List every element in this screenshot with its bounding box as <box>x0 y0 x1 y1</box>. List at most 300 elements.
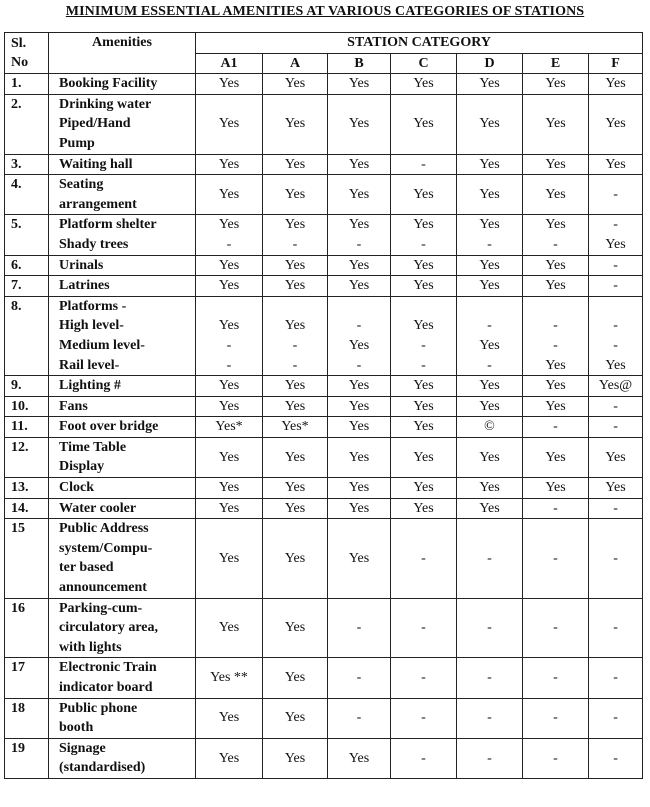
category-value-cell <box>457 519 523 598</box>
category-value-cell <box>523 276 589 297</box>
category-value <box>198 297 260 317</box>
category-value-cell <box>263 738 328 778</box>
category-value: - <box>421 670 426 686</box>
category-value-cell <box>589 215 643 255</box>
category-value: Yes <box>605 156 626 172</box>
category-value: Yes <box>479 156 500 172</box>
category-value-cell <box>391 519 457 598</box>
category-value: - <box>613 398 618 414</box>
category-value: - <box>487 236 492 252</box>
category-value: Yes <box>218 550 240 566</box>
category-value-cell <box>328 478 391 499</box>
amenity-name-line: Public phone <box>59 700 138 716</box>
category-value-cell <box>263 698 328 738</box>
category-value: Yes <box>545 186 566 202</box>
amenity-name-line: Parking-cum- <box>59 600 143 616</box>
category-value: Yes ** <box>210 670 248 686</box>
table-row <box>5 74 643 95</box>
category-value-cell <box>457 175 523 215</box>
category-value: Yes <box>413 419 434 435</box>
category-value-cell <box>391 215 457 255</box>
category-value-cell <box>196 519 263 598</box>
table-row <box>5 698 643 738</box>
category-value: Yes <box>284 318 306 334</box>
amenities-header: Amenities <box>49 33 196 74</box>
category-value-cell <box>196 94 263 154</box>
category-value: Yes <box>218 710 240 726</box>
category-value: Yes <box>284 620 306 636</box>
category-value: - <box>613 550 618 566</box>
category-value-cell <box>589 396 643 417</box>
row-number: 12. <box>5 437 49 477</box>
amenity-name-line: Signage <box>59 740 106 756</box>
category-value-cell <box>196 598 263 658</box>
category-value: Yes <box>218 500 240 516</box>
category-value-cell <box>391 296 457 375</box>
amenity-name-line: ter based <box>59 560 114 576</box>
category-value: Yes <box>545 378 566 394</box>
amenity-name-line: Display <box>59 459 105 475</box>
category-value <box>330 297 388 317</box>
amenity-name-line: Water cooler <box>59 500 137 516</box>
amenity-name-line: arrangement <box>59 196 137 212</box>
category-value: Yes* <box>215 419 243 435</box>
table-row <box>5 215 643 255</box>
category-value-cell <box>196 417 263 438</box>
category-value: Yes <box>545 257 566 273</box>
category-value: Yes <box>413 480 434 496</box>
category-value: Yes <box>479 449 500 465</box>
category-value: - <box>487 750 492 766</box>
amenity-name <box>49 255 196 276</box>
amenity-name-line: with lights <box>59 639 122 655</box>
category-value: - <box>487 550 492 566</box>
category-value: Yes <box>545 449 566 465</box>
category-value-cell <box>391 154 457 175</box>
category-value: - <box>553 236 558 252</box>
amenity-name <box>49 658 196 698</box>
amenity-name-line: Lighting # <box>59 378 121 394</box>
amenity-name-line: Shady trees <box>59 236 129 252</box>
row-number: 11. <box>5 417 49 438</box>
category-value-cell <box>196 276 263 297</box>
category-value: - <box>421 550 426 566</box>
category-value: Yes <box>545 76 566 92</box>
category-value: Yes <box>413 449 434 465</box>
category-value: Yes <box>413 500 434 516</box>
category-value: - <box>421 156 426 172</box>
category-value-cell <box>391 738 457 778</box>
amenity-name-line: Piped/Hand <box>59 116 131 132</box>
category-value-cell <box>391 396 457 417</box>
category-value-cell <box>196 738 263 778</box>
category-value-cell <box>589 498 643 519</box>
sl-no-header <box>5 33 49 74</box>
amenity-name-line: Foot over bridge <box>59 419 159 435</box>
category-value-cell <box>523 74 589 95</box>
category-value-cell <box>589 255 643 276</box>
category-value <box>525 297 586 317</box>
category-value-cell <box>263 276 328 297</box>
category-value: Yes <box>284 378 306 394</box>
category-value-cell <box>263 519 328 598</box>
category-value: - <box>487 670 492 686</box>
amenity-name-line: Waiting hall <box>59 156 133 172</box>
category-value: - <box>553 710 558 726</box>
category-value: Yes <box>605 76 626 92</box>
category-value: - <box>356 670 362 686</box>
category-value-cell <box>196 437 263 477</box>
category-value-cell <box>391 417 457 438</box>
category-value-cell <box>196 376 263 397</box>
header-row-1 <box>5 33 643 54</box>
category-value: Yes <box>348 419 370 435</box>
category-value-cell <box>589 276 643 297</box>
category-value: Yes <box>284 186 306 202</box>
row-number: 6. <box>5 255 49 276</box>
category-value-cell <box>263 255 328 276</box>
category-value-cell <box>263 396 328 417</box>
category-value: Yes <box>545 480 566 496</box>
category-value: - <box>613 419 618 435</box>
category-value: Yes <box>545 278 566 294</box>
category-value-cell <box>328 396 391 417</box>
category-value: Yes <box>348 116 370 132</box>
category-value: Yes <box>218 116 240 132</box>
category-value: - <box>356 236 362 252</box>
category-value-cell <box>457 396 523 417</box>
category-value: Yes <box>218 620 240 636</box>
amenity-name-line: Drinking water <box>59 96 152 112</box>
amenity-name-line: announcement <box>59 580 147 596</box>
category-value-cell <box>589 519 643 598</box>
category-value-cell <box>196 215 263 255</box>
amenity-name <box>49 74 196 95</box>
category-value-cell <box>589 738 643 778</box>
category-value: - <box>356 710 362 726</box>
category-value: - <box>356 318 362 334</box>
category-value: Yes <box>605 480 626 496</box>
category-value-cell <box>523 175 589 215</box>
category-value: - <box>553 750 558 766</box>
amenity-name-line: Electronic Train <box>59 660 157 676</box>
amenity-name-line: High level- <box>59 318 124 334</box>
category-value: - <box>553 500 558 516</box>
row-number: 3. <box>5 154 49 175</box>
category-value-cell <box>589 376 643 397</box>
category-value-cell <box>196 175 263 215</box>
category-value: Yes <box>479 217 500 233</box>
category-value-cell <box>263 175 328 215</box>
amenity-name-line: circulatory area, <box>59 620 159 636</box>
category-value: Yes <box>284 670 306 686</box>
station-category-header: STATION CATEGORY <box>196 33 643 54</box>
category-value-cell <box>589 698 643 738</box>
category-value-cell <box>523 376 589 397</box>
category-value: - <box>292 236 298 252</box>
category-value <box>393 297 454 317</box>
category-value-cell <box>263 376 328 397</box>
category-value-cell <box>457 598 523 658</box>
category-value-cell <box>589 296 643 375</box>
category-value-cell <box>328 94 391 154</box>
table-row <box>5 296 643 375</box>
category-header: F <box>589 53 643 74</box>
category-value-cell <box>263 154 328 175</box>
category-value-cell <box>263 417 328 438</box>
amenity-name-line: booth <box>59 720 94 736</box>
category-value: Yes <box>218 449 240 465</box>
category-value: Yes <box>218 480 240 496</box>
table-body <box>5 74 643 779</box>
category-value-cell <box>391 598 457 658</box>
category-value: - <box>553 670 558 686</box>
category-value: - <box>421 750 426 766</box>
amenity-name-line: indicator board <box>59 680 153 695</box>
table-row <box>5 498 643 519</box>
category-value-cell <box>391 376 457 397</box>
category-value: Yes <box>348 186 370 202</box>
amenity-name-line: Medium level- <box>59 337 145 353</box>
category-value: Yes <box>218 76 240 92</box>
category-value-cell <box>457 94 523 154</box>
category-value-cell <box>263 598 328 658</box>
category-value-cell <box>457 417 523 438</box>
category-value-cell <box>328 698 391 738</box>
category-value-cell <box>263 296 328 375</box>
category-value: Yes <box>348 378 370 394</box>
table-row <box>5 376 643 397</box>
category-value: Yes <box>348 217 370 233</box>
category-value: Yes <box>348 500 370 516</box>
category-value-cell <box>523 94 589 154</box>
category-value: Yes <box>413 398 434 414</box>
category-value-cell <box>196 498 263 519</box>
category-value-cell <box>328 437 391 477</box>
category-value: - <box>421 357 426 373</box>
row-number: 4. <box>5 175 49 215</box>
category-value-cell <box>263 437 328 477</box>
category-value: Yes <box>348 480 370 496</box>
category-value: Yes <box>284 550 306 566</box>
amenity-name-line: (standardised) <box>59 760 146 776</box>
category-value: - <box>421 620 426 636</box>
category-value: Yes <box>218 398 240 414</box>
category-value-cell <box>328 417 391 438</box>
category-value: - <box>421 337 426 353</box>
category-value: Yes <box>413 318 434 334</box>
category-value: - <box>553 550 558 566</box>
table-row <box>5 255 643 276</box>
category-value: Yes <box>218 318 240 334</box>
category-value: - <box>613 620 618 636</box>
category-value-cell <box>391 498 457 519</box>
category-value-cell <box>457 738 523 778</box>
category-value: Yes <box>284 156 306 172</box>
category-value: - <box>421 710 426 726</box>
row-number: 9. <box>5 376 49 397</box>
category-value: Yes <box>479 480 500 496</box>
table-row <box>5 658 643 698</box>
category-value: Yes <box>413 217 434 233</box>
category-value-cell <box>457 154 523 175</box>
category-value: Yes <box>605 449 626 465</box>
row-number: 15 <box>5 519 49 598</box>
category-value-cell <box>391 658 457 698</box>
category-value: Yes <box>545 357 566 373</box>
category-value: Yes <box>284 710 306 726</box>
category-value: Yes <box>218 750 240 766</box>
category-value: Yes <box>605 357 626 373</box>
category-value-cell <box>263 94 328 154</box>
category-value: Yes <box>479 116 500 132</box>
category-value: Yes@ <box>598 378 633 394</box>
category-value: Yes <box>413 116 434 132</box>
category-value: Yes <box>348 337 370 353</box>
category-value-cell <box>589 175 643 215</box>
amenity-name <box>49 94 196 154</box>
category-value-cell <box>523 437 589 477</box>
category-value: Yes <box>348 278 370 294</box>
category-value-cell <box>523 154 589 175</box>
category-value: Yes <box>218 378 240 394</box>
category-value: Yes <box>284 480 306 496</box>
table-row <box>5 478 643 499</box>
category-value: Yes <box>479 257 500 273</box>
category-header: C <box>391 53 457 74</box>
category-value-cell <box>457 255 523 276</box>
category-value-cell <box>328 498 391 519</box>
category-value-cell <box>457 74 523 95</box>
category-value-cell <box>196 658 263 698</box>
category-value: Yes <box>479 337 500 353</box>
category-header: B <box>328 53 391 74</box>
category-value-cell <box>523 215 589 255</box>
category-value-cell <box>196 255 263 276</box>
category-value: Yes <box>479 76 500 92</box>
amenity-name <box>49 215 196 255</box>
category-value-cell <box>196 74 263 95</box>
category-value-cell <box>263 478 328 499</box>
amenity-name-line: Platforms - <box>59 298 127 314</box>
category-value: - <box>613 278 618 294</box>
category-value-cell <box>457 658 523 698</box>
amenity-name-line: Rail level- <box>59 357 120 373</box>
category-value <box>591 297 640 317</box>
sl-no-line-2: No <box>11 55 29 71</box>
category-value-cell <box>457 276 523 297</box>
category-value: - <box>613 670 618 686</box>
row-number: 19 <box>5 738 49 778</box>
category-value-cell <box>523 738 589 778</box>
category-value-cell <box>263 658 328 698</box>
category-value: - <box>613 337 618 353</box>
category-value: Yes <box>348 257 370 273</box>
table-row <box>5 519 643 598</box>
category-value: Yes <box>348 449 370 465</box>
category-value-cell <box>523 498 589 519</box>
category-value-cell <box>196 154 263 175</box>
amenity-name <box>49 437 196 477</box>
category-value: - <box>613 710 618 726</box>
category-header: A1 <box>196 53 263 74</box>
category-value-cell <box>523 396 589 417</box>
category-value: Yes <box>218 156 240 172</box>
category-value: Yes <box>545 156 566 172</box>
category-value: - <box>292 357 298 373</box>
category-value-cell <box>523 296 589 375</box>
row-number: 2. <box>5 94 49 154</box>
row-number: 1. <box>5 74 49 95</box>
category-value: Yes <box>413 257 434 273</box>
category-value: Yes* <box>281 419 309 435</box>
category-value: Yes <box>348 156 370 172</box>
category-value-cell <box>589 154 643 175</box>
category-value: Yes <box>284 278 306 294</box>
category-value: Yes <box>348 550 370 566</box>
category-header: E <box>523 53 589 74</box>
row-number: 14. <box>5 498 49 519</box>
category-value: Yes <box>218 257 240 273</box>
category-value-cell <box>328 255 391 276</box>
table-row <box>5 94 643 154</box>
category-value: Yes <box>284 398 306 414</box>
category-value-cell <box>391 698 457 738</box>
category-value-cell <box>328 376 391 397</box>
category-value-cell <box>391 276 457 297</box>
category-value: Yes <box>284 76 306 92</box>
category-value: - <box>226 236 232 252</box>
amenity-name-line: Time Table <box>59 439 127 455</box>
category-value-cell <box>196 396 263 417</box>
amenity-name-line: Fans <box>59 398 88 414</box>
page-title: MINIMUM ESSENTIAL AMENITIES AT VARIOUS CATEGORIES OF STATIONS <box>65 4 585 19</box>
category-value <box>265 297 325 317</box>
category-value <box>459 297 520 317</box>
row-number: 13. <box>5 478 49 499</box>
amenity-name <box>49 376 196 397</box>
category-value: Yes <box>413 378 434 394</box>
category-value: - <box>613 500 618 516</box>
amenity-name <box>49 154 196 175</box>
table-row <box>5 154 643 175</box>
category-value: - <box>421 236 426 252</box>
category-value: Yes <box>605 116 626 132</box>
category-value: - <box>613 257 618 273</box>
amenity-name-line: Pump <box>59 135 95 151</box>
category-value: Yes <box>479 278 500 294</box>
category-value: - <box>613 318 618 334</box>
amenity-name-line: Public Address <box>59 521 149 537</box>
category-value-cell <box>328 738 391 778</box>
category-value-cell <box>589 478 643 499</box>
amenity-name <box>49 296 196 375</box>
table-row <box>5 417 643 438</box>
category-value: - <box>613 186 618 202</box>
category-value: © <box>484 419 495 435</box>
category-value-cell <box>196 296 263 375</box>
category-value: - <box>487 620 492 636</box>
category-value: - <box>487 710 492 726</box>
amenity-name <box>49 276 196 297</box>
amenities-table <box>4 32 643 779</box>
category-value-cell <box>196 478 263 499</box>
amenity-name <box>49 478 196 499</box>
category-value: Yes <box>218 217 240 233</box>
category-value-cell <box>589 658 643 698</box>
amenity-name <box>49 175 196 215</box>
category-value: - <box>226 357 232 373</box>
